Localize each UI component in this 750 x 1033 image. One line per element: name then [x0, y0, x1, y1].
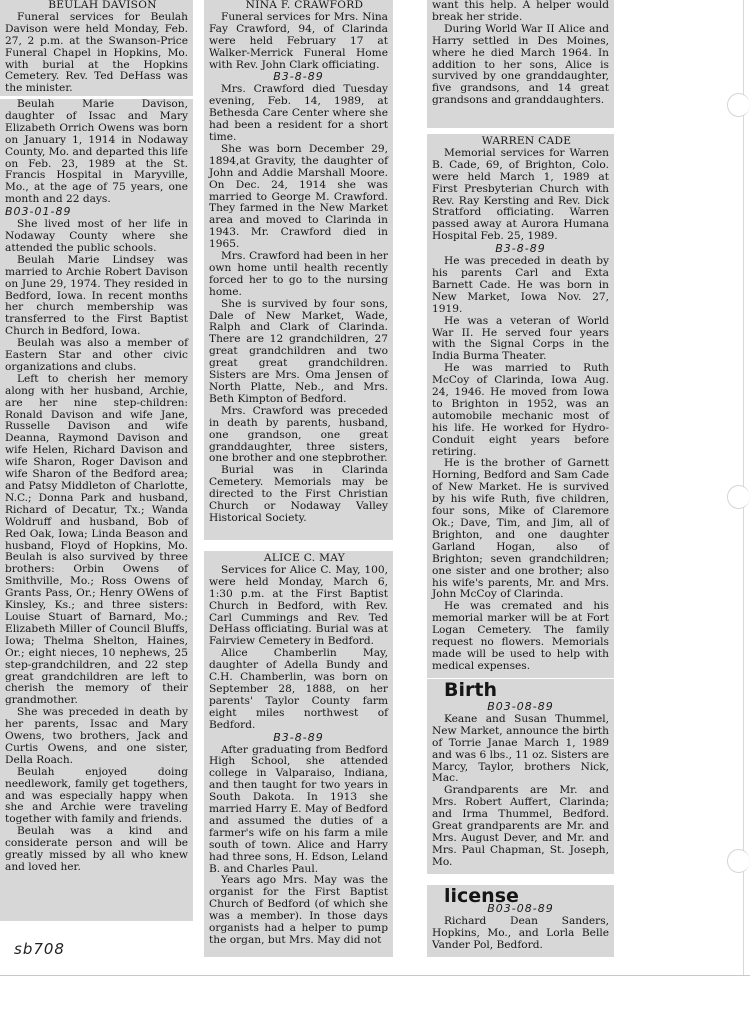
binder-hole-bottom: [727, 849, 750, 873]
crawford-p2: Mrs. Crawford died Tuesday evening, Feb. 14, 1989, at Bethesda Care Center where she had been a resident for a short time.: [209, 83, 388, 143]
crawford-p6: Mrs. Crawford was preceded in death by parents, husband, one grandson, one great granddaughter, three sisters, one brother and one stepbrother.: [209, 404, 388, 465]
clip-may-continued: [427, 0, 614, 128]
scan-bottom-edge: [0, 975, 750, 976]
crawford-heading: NINA F. CRAWFORD: [245, 0, 364, 11]
binder-hole-top: [727, 93, 750, 117]
davison-p3: Beulah Marie Lindsey was married to Archie Robert Davison on June 29, 1974. They resided in Bedford, Iowa. In recent months her church membership was transferred to the First Baptist Church in Bedford, Iowa.: [5, 253, 188, 338]
davison-p6: She was preceded in death by her parents, Issac and Mary Owens, two brothers, Jack and Curtis Owens, and one sister, Della Roach.: [5, 706, 188, 766]
clip-may-obituary: [204, 551, 393, 957]
davison-p1: Beulah Marie Davison, daughter of Issac and Mary Elizabeth Orrich Owens was born on January 1, 1914 in Nodaway County, Mo. and departed this life on Feb. 23, 1989 at the St. Francis Hospital in Maryville, Mo., at the age of 75 years, one month and 22 days.: [5, 99, 188, 206]
davison-p8: Beulah was a kind and considerate person and will be greatly missed by all who knew and loved her.: [5, 825, 188, 873]
cade-p4: He was married to Ruth McCoy of Clarinda, Iowa Aug. 24, 1946. He moved from Iowa to Brighton in 1952, was an automobile mechanic most of his life. He worked for Hydro-Conduit eight years before retiring.: [432, 362, 609, 458]
handwritten-date-birth: B03-08-89: [487, 700, 554, 713]
crawford-p7: Burial was in Clarinda Cemetery. Memorials may be directed to the First Christian Church or Nodaway Valley Historical Society.: [209, 464, 388, 524]
crawford-p1: Funeral services for Mrs. Nina Fay Crawford, 94, of Clarinda were held February 17 at Walker-Merrick Funeral Home with Rev. John Clark officiating.: [209, 10, 388, 71]
davison-services-text: Funeral services for Beulah Davison were held Monday, Feb. 27, 2 p.m. at the Swanson-Price Funeral Chapel in Hopkins, Mo. with burial at the Hopkins Cemetery. Rev. Ted DeHass was the minister.: [5, 10, 188, 95]
may-p1: Services for Alice C. May, 100, were held Monday, March 6, 1:30 p.m. at the First Baptist Church in Bedford, with Rev. Carl Cummings and Rev. Ted DeHass officiating. Burial was at Fairview Cemetery in Bedford.: [209, 563, 388, 648]
cade-p5: He is the brother of Garnett Horning, Bedford and Sam Cade of New Market. He is survived by his wife Ruth, five children, four sons, Mike of Claremore Ok.; Dave, Tim, and Jim, all of Brighton, and one daughter Garland Hogan, also of Brighton; seven grandchildren; one sister and one brother; also his wife's parents, Mr. and Mrs. John McCoy of Clarinda.: [432, 457, 609, 601]
binder-hole-middle: [727, 485, 750, 509]
cade-p1: Memorial services for Warren B. Cade, 69, of Brighton, Colo. were held March 1, 1989 at First Presbyterian Church with Rev. Ray Kersting and Rev. Dick Stratford officiating. Warren passed away at Aurora Humana Hospital Feb. 25, 1989.: [432, 146, 609, 243]
may-cont-p1: want this help. A helper would break her stride.: [432, 0, 609, 23]
crawford-p4: Mrs. Crawford had been in her own home until health recently forced her to go to the nursing home.: [209, 250, 388, 298]
davison-p7: Beulah enjoyed doing needlework, family get togethers, and was especially happy when she and Archie were traveling together with family and friends.: [5, 765, 188, 826]
license-heading: license: [444, 885, 519, 907]
birth-p2: Grandparents are Mr. and Mrs. Robert Auffert, Clarinda; and Irma Thummel, Bedford. Great grandparents are Mr. and Mrs. August Dever, and Mr. and Mrs. Paul Chapman, St. Joseph, Mo.: [432, 784, 609, 868]
handwritten-date-crawford: B3-8-89: [273, 70, 324, 84]
clip-davison-services: [0, 0, 193, 96]
cade-p3: He was a veteran of World War II. He served four years with the Signal Corps in the India Burma Theater.: [432, 314, 609, 363]
handwritten-date-license: B03-08-89: [487, 902, 554, 915]
cade-p2: He was preceded in death by his parents Carl and Exta Barnett Cade. He was born in New Market, Iowa Nov. 27, 1919.: [432, 255, 609, 315]
davison-p2: She lived most of her life in Nodaway County where she attended the public schools.: [5, 218, 188, 254]
handwritten-date-cade: B3-8-89: [495, 242, 546, 256]
handwritten-date-davison: B03-01-89: [5, 205, 72, 219]
clip-marriage-license: [427, 885, 614, 957]
may-p4: Years ago Mrs. May was the organist for the First Baptist Church of Bedford (of which she was a member). In those days organists had a helper to pump the organ, but Mrs. May did not: [209, 874, 388, 946]
davison-p5: Left to cherish her memory along with her husband, Archie, are her nine step-children: Ronald Davison and wife Jane, Russelle Davison and wife Deanna, Raymond Davison and wife Helen, Richard Davison and wife Sharon, Roger Davison and wife Sharon of the Bedford area; and Patsy Middleton of Charlotte, N.C.; Donna Park and husband, Richard of Decatur, Tx.; Wanda Woldruff and husband, Bob of Red Oak, Iowa; Linda Beason and husband, Floyd of Hopkins, Mo. Beulah is also survived by three brothers: Orbin Owens of Smithville, Mo.; Ross Owens of Grants Pass, Or.; Henry OWens of Kinsley, Ks.; and three sisters: Louise Stuart of Barnard, Mo.; Elizabeth Miller of Council Bluffs, Iowa; Thelma Shelton, Haines, Or.; eight nieces, 10 nephews, 25 step-grandchildren, and 22 step great grandchildren are left to cherish the memory of their grandmother.: [5, 372, 188, 707]
clip-crawford-obituary: [204, 0, 393, 540]
clip-davison-obituary: [0, 99, 193, 921]
birth-heading: Birth: [444, 679, 497, 701]
birth-p1: Keane and Susan Thummel, New Market, announce the birth of Torrie Janae March 1, 1989 and was 6 lbs., 11 oz. Sisters are Marcy, Taylor, brothers Nick, Mac.: [432, 712, 609, 785]
may-p2: Alice Chamberlin May, daughter of Adella Bundy and C.H. Chamberlin, was born on September 28, 1888, on her parents' Taylor County farm eight miles northwest of Bedford.: [209, 647, 388, 731]
handwritten-date-may: B3-8-89: [273, 730, 324, 744]
handwritten-page-number: sb708: [14, 940, 65, 958]
clip-birth-announcement: [427, 679, 614, 874]
crawford-p3: She was born December 29, 1894,at Gravity, the daughter of John and Addie Marshall Moore. On Dec. 24, 1914 she was married to George M. Crawford. They farmed in the New Market area and moved to Clarinda in 1943. Mr. Crawford died in 1965.: [209, 142, 388, 251]
cade-heading: WARREN CADE: [481, 135, 572, 147]
cade-p6: He was cremated and his memorial marker will be at Fort Logan Cemetery. The family request no flowers. Memorials made will be used to help with medical expenses.: [432, 600, 609, 672]
davison-heading: BEULAH DAVISON: [48, 0, 157, 11]
may-heading: ALICE C. MAY: [263, 552, 346, 564]
may-cont-p2: During World War II Alice and Harry settled in Des Moines, where he died March 1964. In addition to her sons, Alice is survived by one granddaughter, five grandsons, and 14 great grandsons and granddaughters.: [432, 22, 609, 107]
may-p3: After graduating from Bedford High School, she attended college in Valparaiso, Indiana, and then taught for two years in South Dakota. In 1913 she married Harry E. May of Bedford and assumed the duties of a farmer's wife on his farm a mile south of town. Alice and Harry had three sons, H. Edson, Leland B. and Charles Paul.: [209, 743, 388, 875]
davison-p4: Beulah was also a member of Eastern Star and other civic organizations and clubs.: [5, 337, 188, 373]
license-p1: Richard Dean Sanders, Hopkins, Mo., and Lorla Belle Vander Pol, Bedford.: [432, 914, 609, 951]
clip-cade-obituary: [427, 134, 614, 678]
crawford-p5: She is survived by four sons, Dale of New Market, Wade, Ralph and Clark of Clarinda. There are 12 grandchildren, 27 great grandchildren and two great great grandchildren. Sisters are Mrs. Oma Jensen of North Platte, Neb., and Mrs. Beth Kimpton of Bedford.: [209, 297, 388, 405]
